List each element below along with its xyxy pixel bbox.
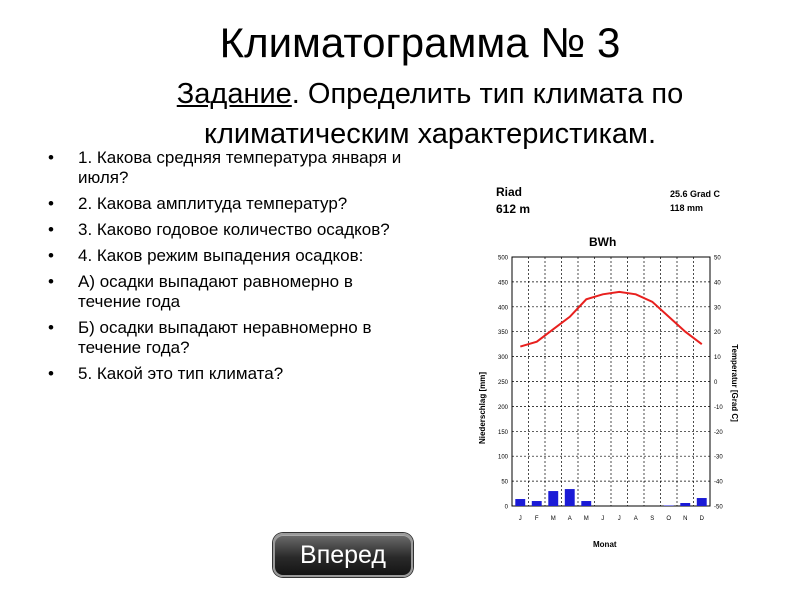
month-label: J — [518, 516, 522, 522]
precip-tick-label: 250 — [497, 380, 508, 386]
precipitation-bar — [515, 499, 525, 506]
month-label: N — [683, 516, 688, 522]
question-item: • 1. Какова средняя температура января и июля? — [48, 148, 408, 188]
task-text: . Определить тип климата по климатическим характеристикам. — [203, 78, 684, 150]
temp-tick-label: 50 — [714, 255, 721, 262]
precip-tick-label: 200 — [497, 404, 508, 411]
month-label: F — [534, 516, 539, 522]
mean-temperature: 25.6 Grad C — [670, 189, 721, 199]
month-label: J — [601, 516, 605, 522]
climate-code: BWh — [589, 235, 617, 249]
month-label: M — [583, 516, 589, 522]
station-name: Riad — [496, 185, 523, 199]
precipitation-bar — [548, 491, 558, 506]
precip-tick-label: 350 — [497, 330, 508, 337]
left-axis-label: Niederschlag [mm] — [478, 371, 487, 445]
temp-tick-label: 30 — [714, 305, 721, 312]
climate-chart-svg — [474, 178, 746, 554]
task-subtitle — [120, 74, 740, 154]
month-label: D — [699, 516, 704, 522]
month-label: A — [567, 516, 572, 522]
temp-tick-label: -40 — [714, 479, 723, 486]
temp-tick-label: -20 — [714, 429, 723, 436]
precip-tick-label: 450 — [497, 280, 508, 287]
precip-tick-label: 400 — [497, 305, 508, 312]
task-label: Задание — [176, 78, 292, 110]
station-elevation: 612 m — [496, 202, 531, 216]
forward-button[interactable]: Вперед — [273, 533, 413, 577]
month-label: J — [617, 516, 621, 522]
month-label: O — [666, 516, 672, 522]
x-axis-label: Monat — [593, 540, 617, 549]
precipitation-bar — [565, 489, 575, 506]
right-axis-label: Temperatur [Grad C] — [730, 344, 739, 422]
precipitation-bar — [581, 501, 591, 506]
temp-tick-label: 20 — [714, 330, 721, 337]
chart-grid — [512, 257, 710, 506]
month-label: S — [650, 516, 655, 522]
precipitation-bar — [532, 501, 542, 506]
climate-chart — [474, 178, 746, 554]
question-item: • 2. Какова амплитуда температур? — [48, 194, 408, 214]
temp-tick-label: -10 — [714, 404, 723, 411]
temp-tick-label: 0 — [714, 380, 718, 386]
temp-tick-label: 40 — [714, 280, 721, 287]
question-item: • Б) осадки выпадают неравномерно в течение года? — [48, 318, 408, 358]
precip-tick-label: 500 — [497, 255, 508, 262]
temp-tick-label: -50 — [714, 504, 723, 511]
temp-tick-label: -30 — [714, 454, 723, 461]
precipitation-bar — [680, 503, 690, 506]
slide-title: Климатограмма № 3 — [219, 19, 621, 66]
annual-precipitation: 118 mm — [670, 203, 704, 213]
precip-tick-label: 50 — [501, 479, 508, 486]
temp-tick-label: 10 — [714, 355, 721, 362]
question-item: • 4. Каков режим выпадения осадков: — [48, 246, 408, 266]
month-label: A — [633, 516, 638, 522]
precipitation-bar — [697, 498, 707, 506]
question-item: • 5. Какой это тип климата? — [48, 364, 408, 384]
precip-tick-label: 150 — [497, 429, 508, 436]
month-label: M — [550, 516, 556, 522]
precip-tick-label: 100 — [497, 454, 508, 461]
question-item: • А) осадки выпадают равномерно в течение года — [48, 272, 408, 312]
question-item: • 3. Каково годовое количество осадков? — [48, 220, 408, 240]
precip-tick-label: 0 — [504, 504, 508, 511]
question-list — [48, 148, 408, 390]
precip-tick-label: 300 — [497, 355, 508, 362]
